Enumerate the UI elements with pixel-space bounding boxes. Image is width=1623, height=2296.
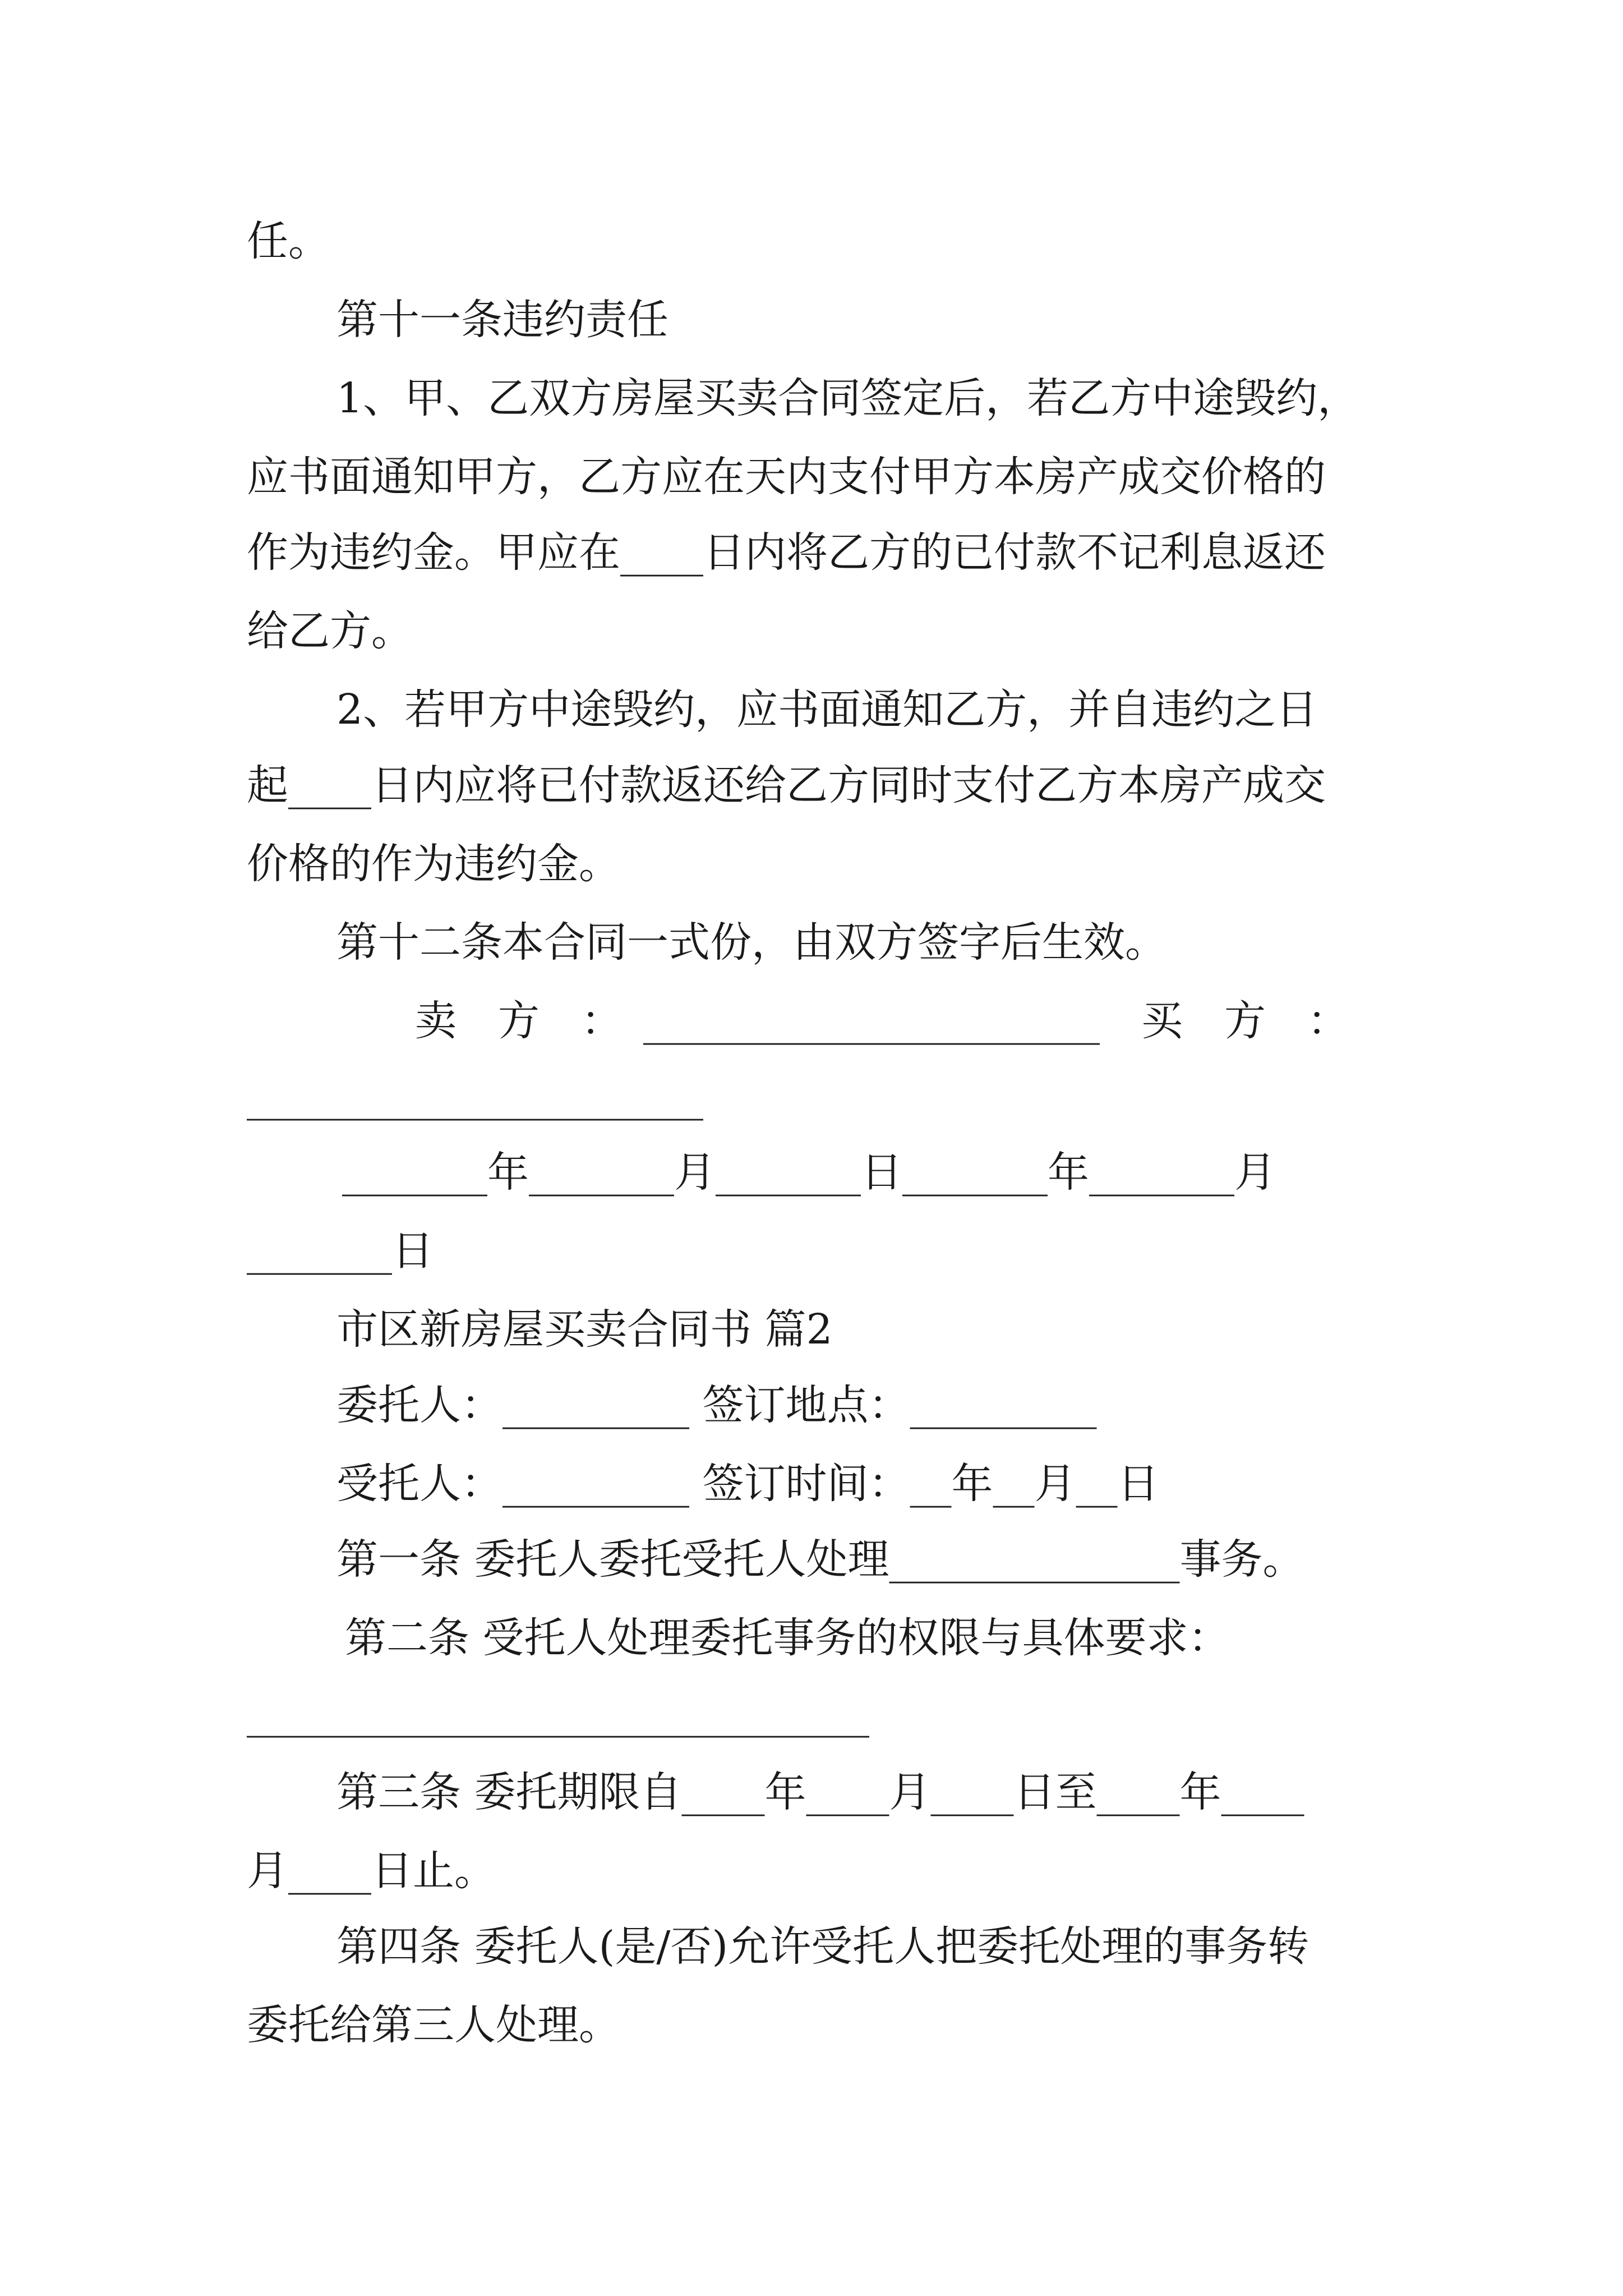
text-line: 作为违约金。甲应在____日内将乙方的已付款不记利息返还 (247, 528, 1326, 577)
signature-blank: ______________________ (247, 1073, 703, 1121)
text-line: 任。 (247, 217, 330, 265)
article-heading: 第十二条本合同一式份，由双方签字后生效。 (336, 918, 1166, 967)
text-line: 价格的作为违约金。 (247, 840, 620, 888)
signature-date-line: _______年_______月_______日_______年_______月 (342, 1148, 1276, 1197)
article-heading: 第十一条违约责任 (336, 296, 668, 344)
section-title: 市区新房屋买卖合同书 篇2 (336, 1305, 833, 1354)
text-line: 2、若甲方中途毁约，应书面通知乙方，并自违约之日 (336, 685, 1318, 734)
signature-blank: ______________________________ (247, 1690, 869, 1738)
agent-field: 受托人：_________ 签订时间：__年__月__日 (336, 1460, 1159, 1508)
principal-field: 委托人：_________ 签订地点：_________ (336, 1381, 1097, 1429)
article-heading: 第二条 受托人处理委托事务的权限与具体要求： (345, 1614, 1230, 1662)
text-line: 委托给第三人处理。 (247, 2001, 620, 2049)
signature-date-line: _______日 (247, 1227, 434, 1275)
text-line: 应书面通知甲方，乙方应在天内支付甲方本房产成交价格的 (247, 453, 1326, 501)
text-line: 起____日内应将已付款返还给乙方同时支付乙方本房产成交 (247, 761, 1326, 809)
text-line: 月____日止。 (247, 1847, 496, 1895)
text-line: 给乙方。 (247, 607, 413, 655)
article-heading: 第三条 委托期限自____年____月____日至____年____ (336, 1768, 1304, 1816)
article-heading: 第一条 委托人委托受托人处理______________事务。 (336, 1535, 1304, 1584)
article-heading: 第四条 委托人(是/否)允许受托人把委托处理的事务转 (336, 1922, 1310, 1971)
signature-line-parties: 卖 方 ： ______________________ 买 方 ： (415, 997, 1349, 1045)
text-line: 1、甲、乙双方房屋买卖合同签定后，若乙方中途毁约， (336, 374, 1359, 422)
